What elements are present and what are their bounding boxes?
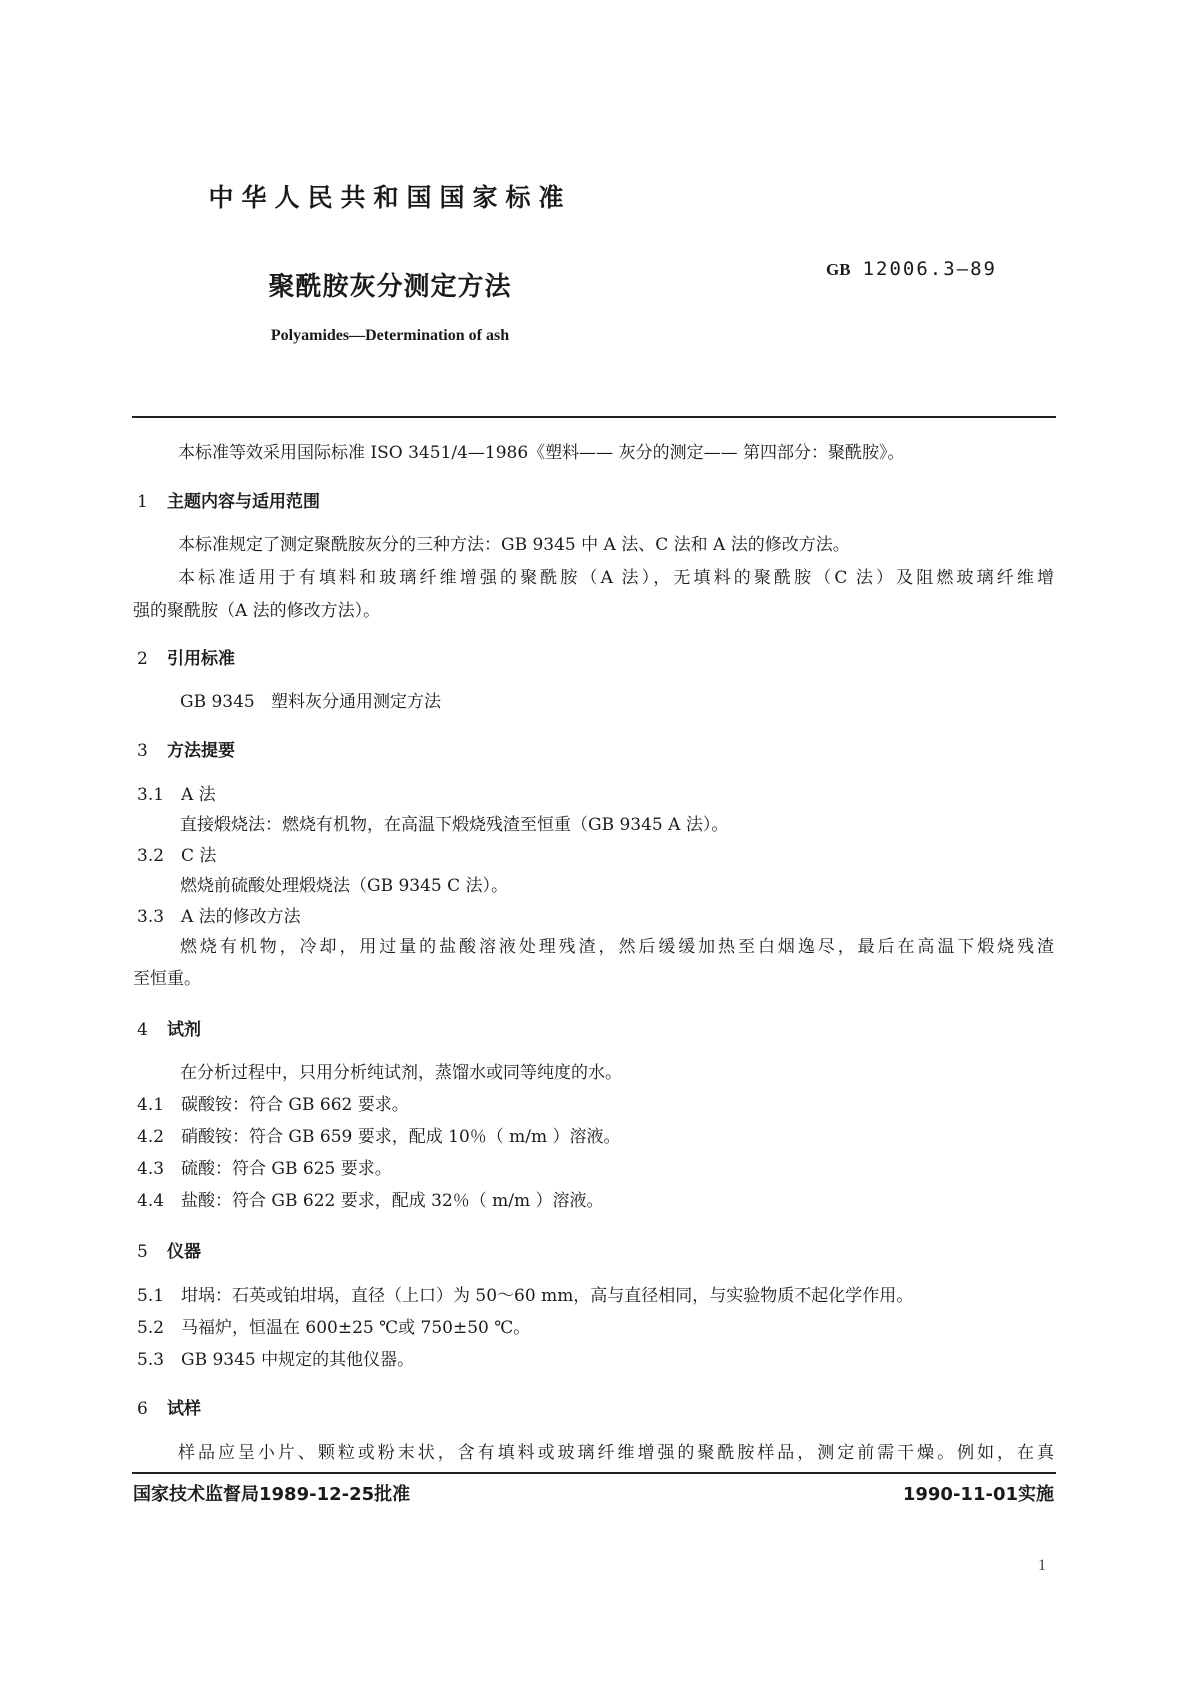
header-divider <box>132 416 1056 418</box>
reagent-item <box>137 1157 392 1181</box>
standard-code-prefix: GB <box>826 260 851 279</box>
apparatus-item-number: 5.3 <box>137 1350 165 1370</box>
section-3-number: 3 <box>137 741 148 761</box>
section-3-title: 方法提要 <box>167 741 235 761</box>
apparatus-item-number: 5.1 <box>137 1286 165 1306</box>
subsection-3-1-title: A 法 <box>181 785 216 805</box>
subsection-3-2-heading <box>137 844 216 868</box>
section-1-number: 1 <box>137 492 148 512</box>
apparatus-item <box>137 1284 913 1308</box>
section-5-number: 5 <box>137 1242 148 1262</box>
section-4-number: 4 <box>137 1020 148 1040</box>
national-standard-heading: 中华人民共和国国家标准 <box>208 183 572 212</box>
standard-code-number: 12006.3—89 <box>862 258 997 280</box>
section-1-heading <box>137 487 320 512</box>
subsection-3-1-heading <box>137 783 216 807</box>
reagent-item-text: 碳酸铵：符合 GB 662 要求。 <box>181 1095 409 1115</box>
apparatus-item-number: 5.2 <box>137 1318 165 1338</box>
intro-paragraph: 本标准等效采用国际标准 ISO 3451/4—1986《塑料—— 灰分的测定—— 第四部分：聚酰胺》。 <box>178 443 905 463</box>
reagent-item-number: 4.1 <box>137 1095 165 1115</box>
subsection-3-2-title: C 法 <box>181 846 217 866</box>
apparatus-item <box>137 1348 414 1372</box>
apparatus-item-text: 坩埚：石英或铂坩埚，直径（上口）为 50～60 mm，高与直径相同，与实验物质不起化学作用。 <box>181 1286 914 1306</box>
subsection-3-2-number: 3.2 <box>137 846 165 866</box>
reagent-item-text: 硫酸：符合 GB 625 要求。 <box>181 1159 392 1179</box>
section-6-paragraph: 样品应呈小片、颗粒或粉末状，含有填料或玻璃纤维增强的聚酰胺样品，测定前需干燥。例如，在真 <box>178 1443 1054 1463</box>
implementation-note: 1990-11-01实施 <box>902 1484 1054 1505</box>
subsection-3-1-number: 3.1 <box>137 785 165 805</box>
section-6-title: 试样 <box>167 1399 201 1419</box>
section-4-heading <box>137 1015 201 1040</box>
section-2-heading <box>137 644 235 669</box>
reference-standard: GB 9345 塑料灰分通用测定方法 <box>180 692 441 712</box>
reagent-item-number: 4.4 <box>137 1191 165 1211</box>
subsection-3-2-text: 燃烧前硫酸处理煅烧法（GB 9345 C 法）。 <box>180 876 509 896</box>
reagent-item-number: 4.3 <box>137 1159 165 1179</box>
page-number: 1 <box>1038 1557 1046 1574</box>
reagent-item <box>137 1093 409 1117</box>
section-6-number: 6 <box>137 1399 148 1419</box>
footer-divider <box>132 1472 1056 1474</box>
reagent-item <box>137 1125 621 1149</box>
subsection-3-3-heading <box>137 905 301 929</box>
section-3-heading <box>137 736 235 761</box>
section-5-heading <box>137 1237 201 1262</box>
subsection-3-3-title: A 法的修改方法 <box>181 907 301 927</box>
section-4-paragraph: 在分析过程中，只用分析纯试剂，蒸馏水或同等纯度的水。 <box>180 1063 622 1083</box>
section-1-paragraph-2b: 强的聚酰胺（A 法的修改方法）。 <box>133 601 381 621</box>
section-6-heading <box>137 1394 201 1419</box>
reagent-item-number: 4.2 <box>137 1127 165 1147</box>
section-1-title: 主题内容与适用范围 <box>167 492 320 512</box>
section-5-title: 仪器 <box>167 1242 201 1262</box>
standard-code <box>826 258 997 280</box>
section-1-paragraph-1: 本标准规定了测定聚酰胺灰分的三种方法：GB 9345 中 A 法、C 法和 A 法的修改方法。 <box>178 535 850 555</box>
reagent-item-text: 盐酸：符合 GB 622 要求，配成 32％（ m/m ）溶液。 <box>181 1191 604 1211</box>
section-4-title: 试剂 <box>167 1020 201 1040</box>
subsection-3-1-text: 直接煅烧法：燃烧有机物，在高温下煅烧残渣至恒重（GB 9345 A 法）。 <box>180 815 729 835</box>
subsection-3-3-text-a: 燃烧有机物，冷却，用过量的盐酸溶液处理残渣，然后缓缓加热至白烟逸尽，最后在高温下煅烧残渣 <box>180 937 1054 957</box>
subsection-3-3-number: 3.3 <box>137 907 165 927</box>
standard-title-cn: 聚酰胺灰分测定方法 <box>268 272 512 302</box>
reagent-item <box>137 1189 604 1213</box>
reagent-item-text: 硝酸铵：符合 GB 659 要求，配成 10％（ m/m ）溶液。 <box>181 1127 621 1147</box>
standard-title-en: Polyamides—Determination of ash <box>270 327 510 344</box>
apparatus-item <box>137 1316 530 1340</box>
section-1-paragraph-2a: 本标准适用于有填料和玻璃纤维增强的聚酰胺（A 法），无填料的聚酰胺（C 法）及阻燃玻璃纤维增 <box>178 568 1054 588</box>
subsection-3-3-text-b: 至恒重。 <box>133 969 201 989</box>
apparatus-item-text: 马福炉，恒温在 600±25 ℃或 750±50 ℃。 <box>181 1318 531 1338</box>
section-2-number: 2 <box>137 649 148 669</box>
apparatus-item-text: GB 9345 中规定的其他仪器。 <box>181 1350 415 1370</box>
approval-note: 国家技术监督局1989-12-25批准 <box>133 1484 411 1505</box>
section-2-title: 引用标准 <box>167 649 235 669</box>
